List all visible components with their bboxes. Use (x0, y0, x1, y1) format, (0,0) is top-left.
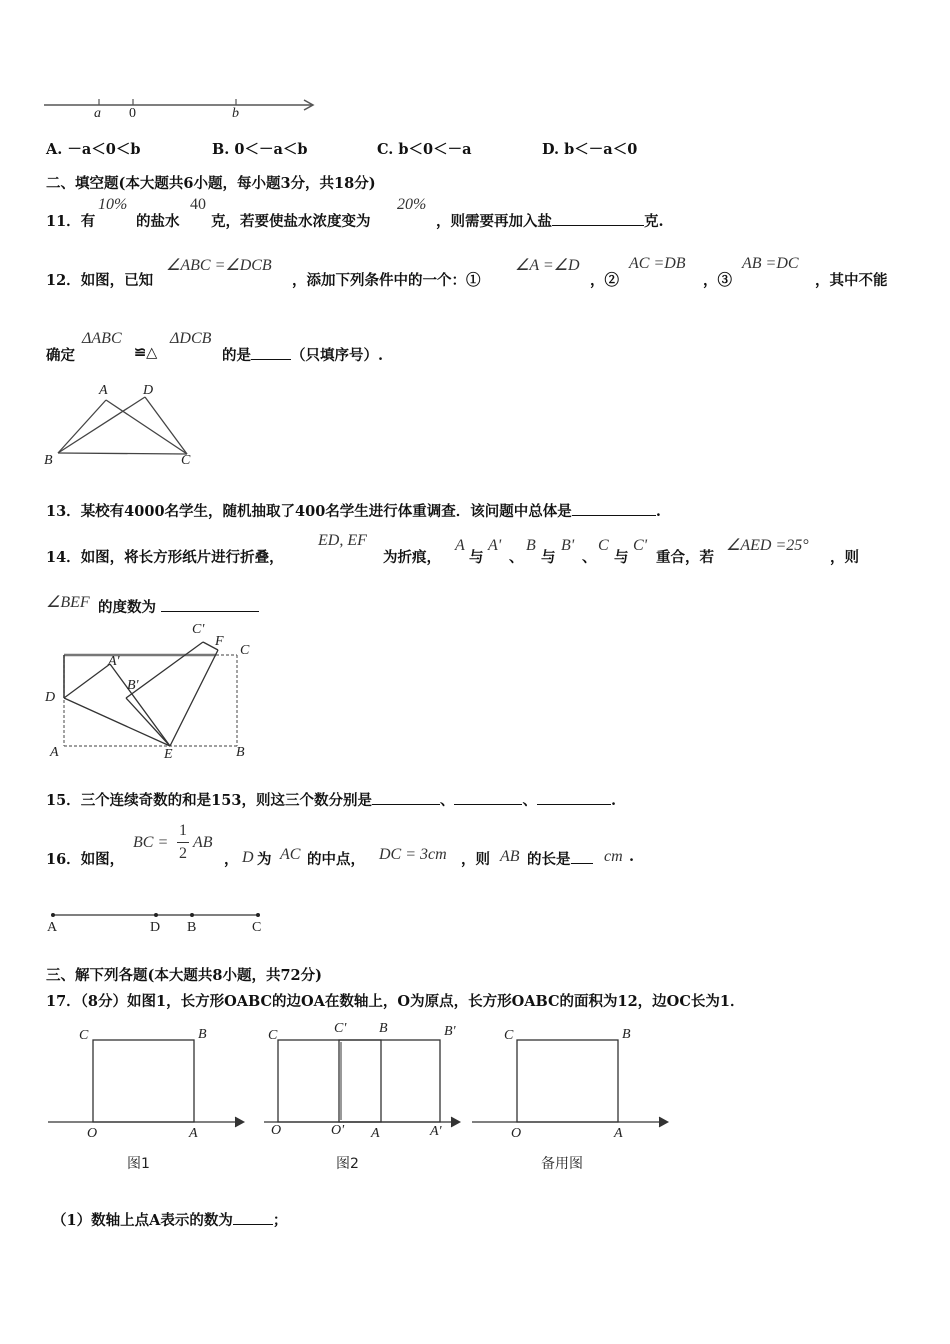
q11-math-3: 20% (397, 196, 427, 213)
q16-text-4: 的中点， (307, 851, 365, 868)
q12-math-4: AB =DC (742, 255, 799, 272)
numberline-label-a: a (94, 106, 101, 121)
q17-fig2-label-B: B (379, 1021, 388, 1036)
q14-math-8: ∠AED =25° (726, 537, 809, 554)
q16-label-C: C (252, 920, 262, 935)
section-2-title: 二、填空题(本大题共6小题，每小题3分，共18分) (46, 175, 376, 192)
q13-answer-blank[interactable] (572, 501, 656, 516)
q14-math-1: ED, EF (318, 532, 367, 549)
q17-fig3-label-O: O (511, 1126, 522, 1141)
q14-math-4: B (526, 537, 536, 554)
q16-label-A: A (47, 920, 58, 935)
q16-math-6: AB (500, 848, 520, 865)
q17-text: 17．（8分）如图1，长方形OABC的边OA在数轴上，O为原点，长方形OABC的面积为12，边OC长为1． (46, 993, 745, 1010)
q17-fig2-label-O: O (271, 1123, 282, 1138)
q11-math-1: 10% (98, 196, 128, 213)
q17-fig2-label-A1: A' (430, 1124, 442, 1139)
q11-text-3: 克，若要使盐水浓度变为 (211, 213, 371, 230)
q14-text-4: 、 (509, 549, 524, 566)
q17-fig3-label-A: A (614, 1126, 623, 1141)
q15-text: 15．三个连续奇数的和是153，则这三个数分别是 、 、 . (46, 792, 617, 809)
q16-math-5: DC = 3cm (379, 846, 447, 863)
q14-label-A1: A' (108, 654, 120, 669)
q17-fig1-caption: 图1 (127, 1156, 150, 1172)
q13-text: 13．某校有4000名学生，随机抽取了400名学生进行体重调查．该问题中总体是 . (46, 503, 661, 520)
q16-text-3: 为 (257, 851, 272, 868)
q12-math-2: ∠A =∠D (515, 257, 580, 274)
q17-fig2-label-O1: O' (331, 1123, 345, 1138)
q17-fig2-caption: 图2 (336, 1156, 359, 1172)
q10-option-d: D. b＜－a＜0 (542, 141, 638, 158)
q12-line2-3: 的是 （只填序号）. (222, 347, 384, 364)
q16-text-2: ， (224, 851, 239, 868)
q14-label-C: C (240, 643, 250, 658)
q14-math-3: A' (488, 537, 502, 554)
q14-text: 14．如图，将长方形纸片进行折叠， (46, 549, 284, 566)
q10-option-a: A. －a＜0＜b (46, 141, 141, 158)
q16-text-6: 的长是 (527, 848, 593, 869)
q12-label-C: C (181, 453, 191, 468)
q14-math-7: C' (633, 537, 648, 554)
q12-text-2: ，添加下列条件中的一个：① (292, 272, 481, 289)
q16-frac-den: 2 (179, 845, 187, 862)
q11-text-4: ，则需要再加入盐 克. (436, 213, 664, 230)
q16-math-7: cm (604, 848, 623, 865)
q11-answer-blank[interactable] (552, 211, 644, 226)
q12-text: 12．如图，已知 (46, 272, 154, 289)
q15-answer-blank-1[interactable] (372, 790, 440, 805)
q10-option-c: C. b＜0＜－a (377, 141, 472, 158)
q12-answer-blank[interactable] (251, 345, 291, 360)
numberline-label-0: 0 (129, 106, 136, 121)
q17-fig3-label-C: C (504, 1028, 514, 1043)
q14-text-7: 与 (614, 549, 629, 566)
q14-math-6: C (598, 537, 609, 554)
q14-label-F: F (215, 634, 224, 649)
q12-line2: 确定 (46, 347, 75, 364)
q16-math-4: AC (280, 846, 301, 863)
q14-answer-blank[interactable] (161, 597, 259, 612)
q17-fig1-label-C: C (79, 1028, 89, 1043)
q17-sub1: （1）数轴上点A表示的数为 ； (52, 1212, 288, 1229)
q17-fig3-label-B: B (622, 1027, 631, 1042)
q12-math-1: ∠ABC =∠DCB (166, 257, 272, 274)
q12-line2-math-1: ΔABC (82, 330, 122, 347)
q10-option-b: B. 0＜－a＜b (212, 141, 308, 158)
q12-text-4: ，③ (703, 272, 732, 289)
q14-label-C1: C' (192, 622, 205, 637)
q17-fig2-label-C1: C' (334, 1021, 347, 1036)
section-3-title: 三、解下列各题(本大题共8小题，共72分) (46, 967, 322, 984)
q11-text-2: 的盐水 (136, 213, 180, 230)
q10-number-line (44, 96, 319, 124)
q12-line2-math-2: ΔDCB (170, 330, 212, 347)
q17-figure-2 (264, 1030, 464, 1130)
q17-fig1-label-A: A (189, 1126, 198, 1141)
q16-frac-bar (177, 842, 189, 843)
q14-text-2: 为折痕， (383, 549, 441, 566)
q17-figure-1 (48, 1030, 248, 1130)
q12-label-D: D (143, 383, 154, 398)
q11-math-2: 40 (190, 196, 206, 213)
q16-label-B: B (187, 920, 197, 935)
q14-text-9: ，则 (830, 549, 859, 566)
q14-label-E: E (164, 747, 173, 762)
q12-label-A: A (99, 383, 108, 398)
q17-figure-3 (472, 1030, 672, 1130)
q16-text: 16．如图， (46, 851, 125, 868)
q14-line2-math: ∠BEF (46, 594, 90, 611)
q16-text-5: ，则 (461, 851, 490, 868)
q17-sub1-answer-blank[interactable] (233, 1210, 273, 1225)
q12-text-5: ，其中不能 (815, 272, 888, 289)
q17-fig2-label-A: A (371, 1126, 380, 1141)
q11-text: 11．有 (46, 213, 96, 230)
q16-frac-num: 1 (179, 822, 187, 839)
q14-text-6: 、 (582, 549, 597, 566)
q16-math-2: AB (193, 834, 213, 851)
q14-text-3: 与 (469, 549, 484, 566)
q16-math-1: BC = (133, 834, 169, 851)
q16-answer-blank[interactable] (571, 849, 593, 864)
q14-label-D: D (45, 690, 56, 705)
q12-label-B: B (44, 453, 53, 468)
q15-answer-blank-3[interactable] (537, 790, 611, 805)
q17-fig1-label-O: O (87, 1126, 98, 1141)
q17-fig2-label-C: C (268, 1028, 278, 1043)
q14-label-B1: B' (127, 678, 139, 693)
q12-text-3: ，② (590, 272, 619, 289)
q14-text-5: 与 (541, 549, 556, 566)
q16-end: . (629, 848, 635, 865)
q12-math-3: AC =DB (629, 255, 686, 272)
q17-fig1-label-B: B (198, 1027, 207, 1042)
q14-math-2: A (455, 537, 465, 554)
q17-fig2-label-B1: B' (444, 1024, 456, 1039)
q14-text-8: 重合，若 (656, 549, 714, 566)
q12-line2-2: ≌△ (134, 344, 158, 361)
numberline-label-b: b (232, 106, 239, 121)
q14-label-A: A (50, 745, 59, 760)
q14-label-B: B (236, 745, 245, 760)
q14-math-5: B' (561, 537, 575, 554)
q16-label-D: D (150, 920, 161, 935)
q15-answer-blank-2[interactable] (454, 790, 522, 805)
q17-fig3-caption: 备用图 (541, 1156, 583, 1172)
q14-line2-text: 的度数为 (98, 596, 259, 617)
q16-math-3: D (242, 849, 254, 866)
